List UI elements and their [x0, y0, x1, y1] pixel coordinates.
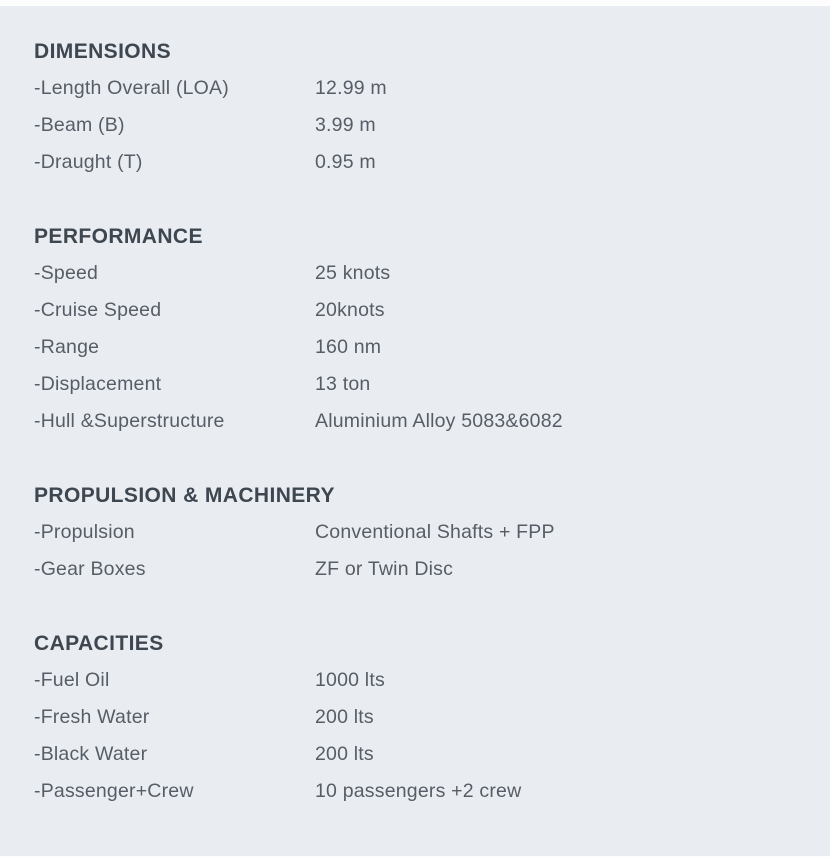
spec-label: -Black Water [34, 743, 148, 765]
spec-row-propulsion [34, 514, 810, 551]
spec-label: -Fuel Oil [34, 669, 110, 691]
section-title-dimensions: DIMENSIONS [34, 39, 172, 63]
spec-value: 10 passengers +2 crew [315, 780, 522, 802]
spec-row-beam [34, 107, 810, 144]
section-spacer [34, 181, 810, 218]
spec-row-cruise-speed [34, 292, 810, 329]
spec-label: -Cruise Speed [34, 299, 162, 321]
spec-value: ZF or Twin Disc [315, 558, 454, 580]
spec-row-fuel-oil [34, 662, 810, 699]
spec-label: -Gear Boxes [34, 558, 146, 580]
spec-value: 200 lts [315, 743, 374, 765]
spec-label: -Range [34, 336, 100, 358]
spec-value: 13 ton [315, 373, 371, 395]
spec-label: -Draught (T) [34, 151, 143, 173]
spec-row-range [34, 329, 810, 366]
spec-label: -Beam (B) [34, 114, 125, 136]
section-title-propulsion-machinery: PROPULSION & MACHINERY [34, 483, 335, 507]
spec-value: 12.99 m [315, 77, 387, 99]
spec-value: Aluminium Alloy 5083&6082 [315, 410, 563, 432]
section-capacities [34, 625, 810, 810]
spec-row-speed [34, 255, 810, 292]
section-propulsion-machinery [34, 477, 810, 588]
spec-row-passenger-crew [34, 773, 810, 810]
spec-label: -Propulsion [34, 521, 135, 543]
spec-label: -Hull &Superstructure [34, 410, 225, 432]
section-performance [34, 218, 810, 440]
spec-label: -Length Overall (LOA) [34, 77, 229, 99]
spec-row-fresh-water [34, 699, 810, 736]
section-spacer [34, 440, 810, 477]
section-dimensions [34, 33, 810, 181]
top-strip [0, 0, 830, 6]
spec-value: Conventional Shafts + FPP [315, 521, 555, 543]
section-title-performance: PERFORMANCE [34, 224, 203, 248]
spec-value: 20knots [315, 299, 385, 321]
spec-label: -Speed [34, 262, 99, 284]
spec-label: -Fresh Water [34, 706, 150, 728]
spec-value: 25 knots [315, 262, 391, 284]
spec-row-gear-boxes [34, 551, 810, 588]
spec-row-length-overall [34, 70, 810, 107]
spec-value: 3.99 m [315, 114, 376, 136]
spec-label: -Displacement [34, 373, 162, 395]
spec-row-black-water [34, 736, 810, 773]
spec-value: 1000 lts [315, 669, 385, 691]
spec-row-draught [34, 144, 810, 181]
spec-label: -Passenger+Crew [34, 780, 194, 802]
spec-row-displacement [34, 366, 810, 403]
section-spacer [34, 588, 810, 625]
section-title-capacities: CAPACITIES [34, 631, 164, 655]
spec-row-hull-superstructure [34, 403, 810, 440]
spec-value: 200 lts [315, 706, 374, 728]
spec-value: 0.95 m [315, 151, 376, 173]
spec-value: 160 nm [315, 336, 382, 358]
